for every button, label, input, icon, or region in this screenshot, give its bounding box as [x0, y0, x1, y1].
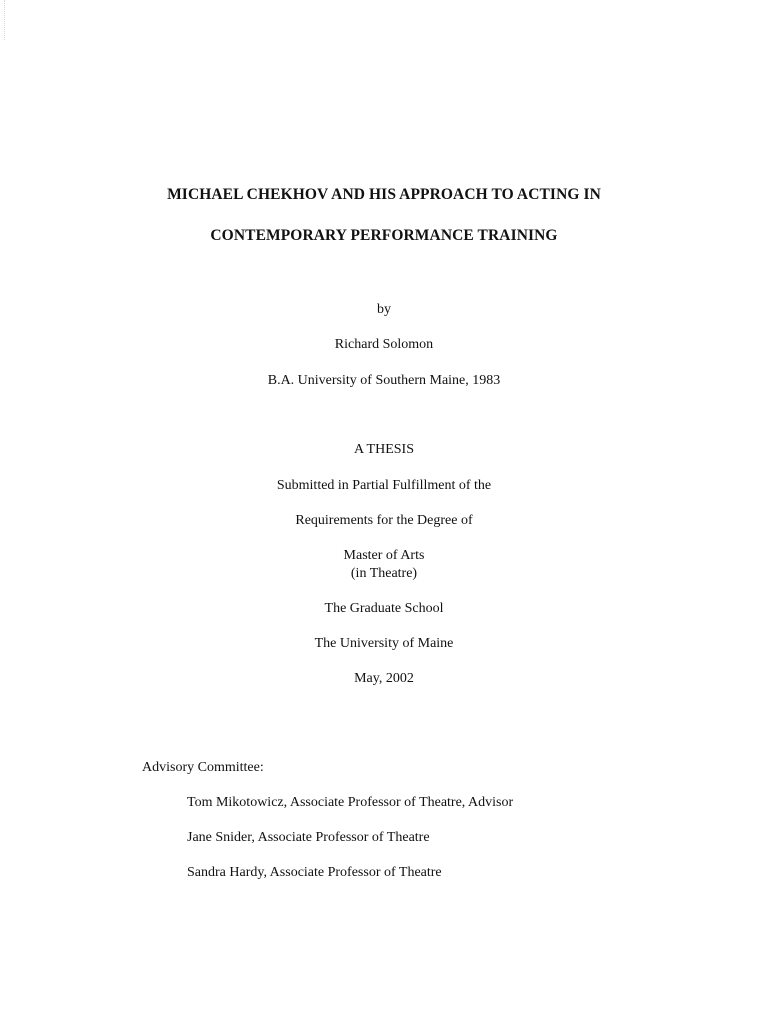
degree-field: (in Theatre): [350, 566, 418, 581]
document-type: A THESIS: [353, 442, 415, 457]
degree-name: Master of Arts: [343, 548, 425, 563]
submission-date: May, 2002: [354, 671, 414, 686]
committee-member: Tom Mikotowicz, Associate Professor of Theatre, Advisor: [187, 795, 514, 810]
submission-line-2: Requirements for the Degree of: [295, 513, 473, 528]
author-name: Richard Solomon: [334, 337, 434, 352]
submission-line-1: Submitted in Partial Fulfillment of the: [276, 478, 492, 493]
committee-member: Jane Snider, Associate Professor of Theatre: [187, 830, 430, 845]
university-name: The University of Maine: [314, 636, 454, 651]
title-line-2: CONTEMPORARY PERFORMANCE TRAINING: [210, 227, 558, 244]
scan-artifact: [4, 0, 6, 40]
committee-member: Sandra Hardy, Associate Professor of Theatre: [187, 865, 442, 880]
committee-heading: Advisory Committee:: [142, 760, 264, 775]
prior-degree: B.A. University of Southern Maine, 1983: [267, 373, 501, 388]
title-line-1: MICHAEL CHEKHOV AND HIS APPROACH TO ACTING IN: [167, 186, 601, 203]
graduate-school: The Graduate School: [324, 601, 444, 616]
by-line: by: [377, 302, 391, 317]
